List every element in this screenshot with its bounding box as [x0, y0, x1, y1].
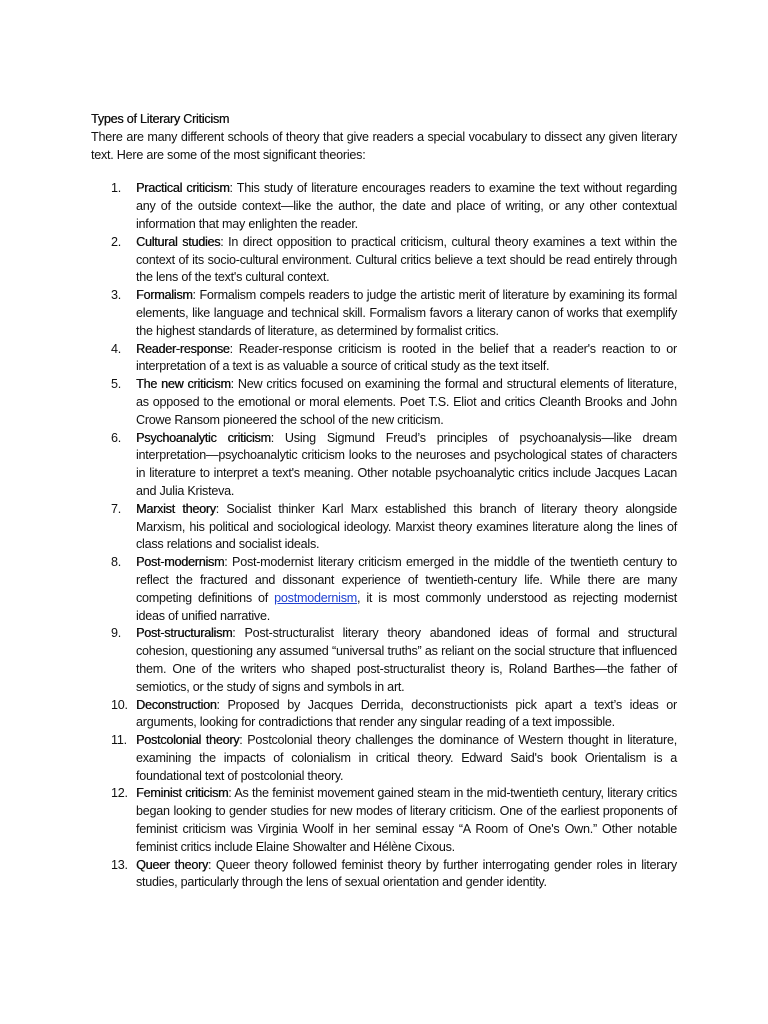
theory-term: Psychoanalytic criticism [136, 430, 271, 445]
theory-term: Post-modernism [136, 555, 225, 570]
item-number: 12. [111, 786, 128, 801]
theory-description: : New critics focused on examining the formal and structural elements of literature, as opposed to the emotional or moral elements. Poet T.S. Eliot and critics Cleanth Brooks and John Crowe Ransom pioneered the school of the new criticism. [136, 377, 677, 427]
theory-description: : Using Sigmund Freud’s principles of psychoanalysis—like dream interpretation—psychoanalytic criticism looks to the neuroses and psychological states of characters in literature to interpret a text's meaning. Other notable psychoanalytic critics include Jacques Lacan and Julia Kristeva. [136, 430, 678, 498]
list-item [91, 625, 677, 696]
list-item [91, 785, 677, 856]
theory-description: : Formalism compels readers to judge the artistic merit of literature by examining its formal elements, like language and technical skill. Formalism favors a literary canon of works that exemplify the highest standards of literature, as determined by formalist critics. [136, 288, 677, 338]
item-number: 5. [111, 377, 122, 392]
theory-description: : Proposed by Jacques Derrida, deconstructionists pick apart a text’s ideas or arguments, looking for contradictions that render any singular reading of a text impossible. [136, 697, 677, 730]
intro-paragraph: There are many different schools of theory that give readers a special vocabulary to dissect any given literary text. Here are some of the most significant theories: [91, 129, 677, 162]
list-item [91, 376, 677, 429]
theory-description: : Reader-response criticism is rooted in the belief that a reader's reaction to or interpretation of a text is as valuable a source of critical study as the text itself. [136, 341, 677, 374]
theory-description: : This study of literature encourages readers to examine the text without regarding any of the outside context—like the author, the date and place of writing, or any other contextual information that may enlighten the reader. [136, 181, 677, 231]
theory-term: The new criticism [136, 377, 231, 392]
list-item [91, 180, 677, 233]
item-number: 9. [111, 626, 122, 641]
item-number: 6. [111, 430, 122, 445]
theory-description-continued: , it is most commonly understood as rejecting modernist ideas of unified narrative. [136, 590, 677, 623]
list-item [91, 287, 677, 340]
theory-term: Feminist criticism [136, 786, 229, 801]
list-item [91, 341, 677, 377]
theory-description: : Post-modernist literary criticism emerged in the middle of the twentieth century to reflect the fractured and dissonant experience of twentieth-century life. While there are many competing definitions of [136, 555, 677, 605]
item-number: 1. [111, 181, 122, 196]
item-number: 4. [111, 341, 122, 356]
theory-description: : In direct opposition to practical criticism, cultural theory examines a text within the context of its socio-cultural environment. Cultural critics believe a text should be read entirely through the lens of the text's cultural context. [136, 234, 677, 285]
theory-list [91, 180, 677, 892]
theory-term: Practical criticism [136, 181, 230, 196]
list-item [91, 430, 677, 501]
theory-description: : Postcolonial theory challenges the dominance of Western thought in literature, examining the impacts of colonialism in critical theory. Edward Said's book Orientalism is a foundational text of postcolonial theory. [136, 733, 677, 783]
list-item [91, 697, 677, 733]
theory-term: Cultural studies [136, 234, 221, 249]
document-title: Types of Literary Criticism [91, 112, 230, 126]
list-item [91, 732, 677, 785]
item-number: 2. [111, 234, 122, 249]
item-number: 7. [111, 501, 122, 516]
postmodernism-link[interactable]: postmodernism [274, 590, 358, 605]
list-item [91, 554, 677, 625]
list-item [91, 234, 677, 287]
theory-description: : Post-structuralist literary theory abandoned ideas of formal and structural cohesion, questioning any assumed “universal truths” as reliant on the social structure that influenced them. One of the writers who shaped post-structuralist theory is, Roland Barthes—the father of semiotics, or the study of signs and symbols in art. [136, 626, 677, 694]
theory-term: Marxist theory [136, 501, 216, 516]
list-item [91, 857, 677, 893]
theory-description: : Queer theory followed feminist theory by further interrogating gender roles in literary studies, particularly through the lens of sexual orientation and gender identity. [136, 857, 677, 890]
document-page [91, 111, 677, 892]
item-number: 3. [111, 288, 122, 303]
list-item [91, 501, 677, 554]
theory-term: Reader-response [136, 341, 230, 356]
item-number: 11. [111, 733, 127, 748]
theory-term: Deconstruction [136, 697, 217, 712]
theory-term: Formalism [136, 288, 193, 303]
theory-term: Queer theory [136, 857, 208, 872]
theory-description: : As the feminist movement gained steam in the mid-twentieth century, literary critics began looking to gender studies for new modes of literary criticism. One of the earliest proponents of feminist criticism was Virginia Woolf in her seminal essay “A Room of One's Own.” Other notable feminist critics include Elaine Showalter and Hélène Cixous. [136, 786, 677, 854]
theory-term: Postcolonial theory [136, 733, 240, 748]
theory-term: Post-structuralism [136, 626, 233, 641]
item-number: 10. [111, 697, 128, 712]
theory-description: : Socialist thinker Karl Marx established this branch of literary theory alongside Marxism, his political and sociological ideology. Marxist theory examines literature along the lines of class relations and socialist ideals. [136, 501, 677, 552]
item-number: 13. [111, 857, 128, 872]
item-number: 8. [111, 555, 122, 570]
